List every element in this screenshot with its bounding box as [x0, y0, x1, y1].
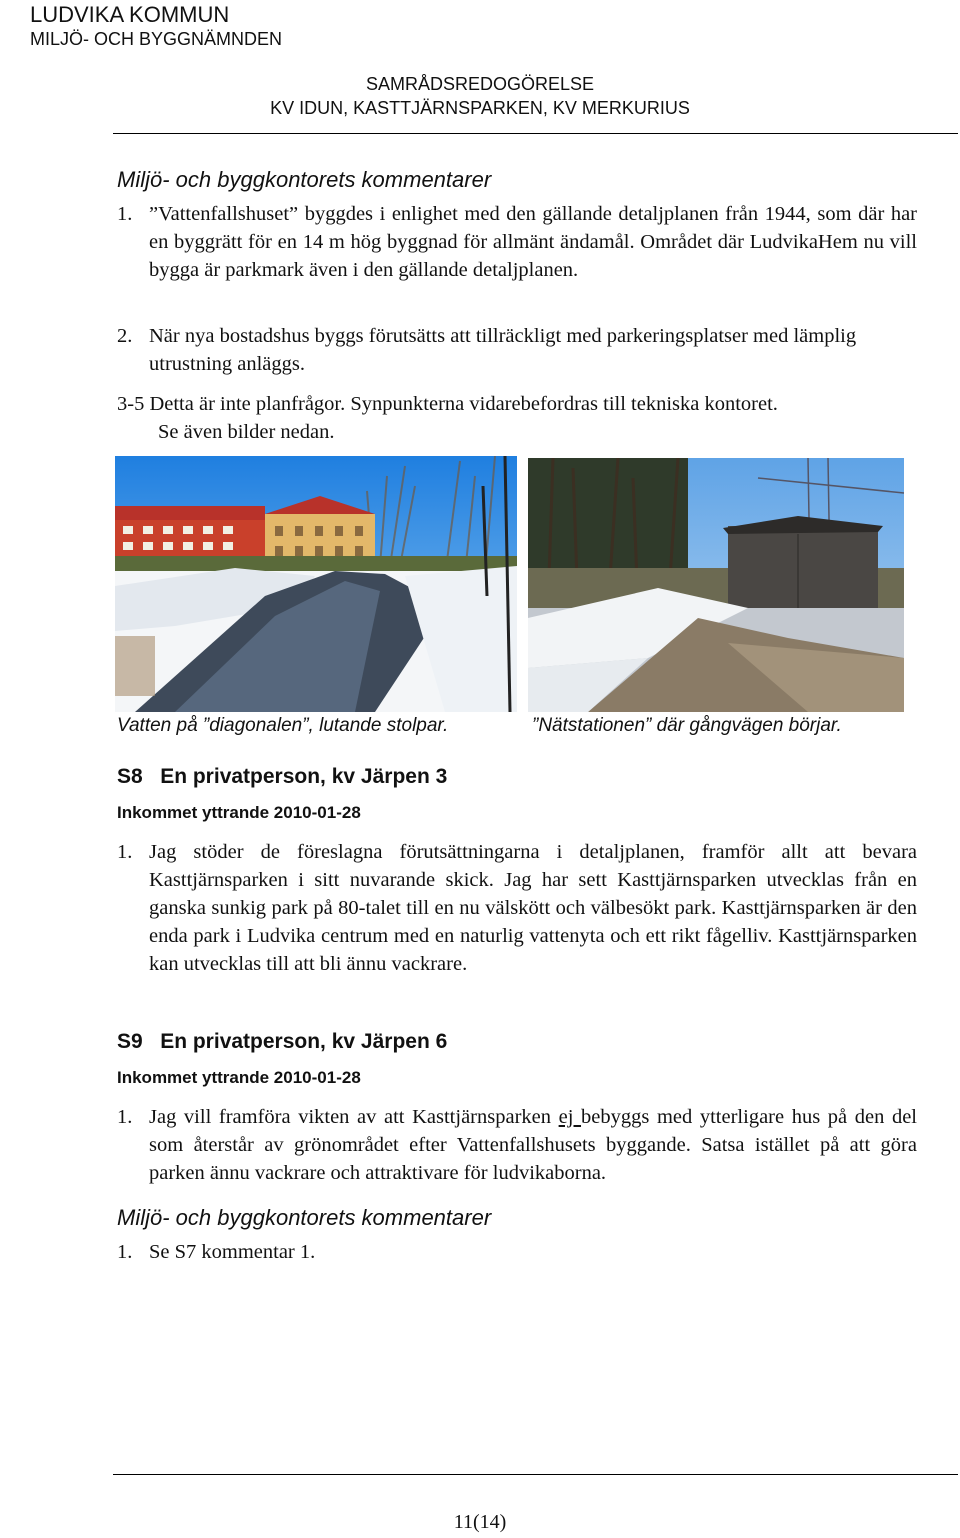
photo-water-diagonal — [115, 456, 517, 712]
s9-item-text-after: bebyggs med ytterligare hus på den del som återstår av grönområdet efter Vattenfallshusets byggande. Satsa istället på att göra parken ännu vackrare och attraktivare för ludvikaborna. — [149, 1106, 917, 1184]
comment-item-2 — [117, 322, 917, 378]
comment2-item-text: Se S7 kommentar 1. — [149, 1241, 316, 1263]
photo-substation-image — [528, 458, 904, 712]
header-doc-subject: KV IDUN, KASTTJÄRNSPARKEN, KV MERKURIUS — [270, 98, 690, 118]
header-doc-type: SAMRÅDSREDOGÖRELSE — [365, 74, 595, 94]
photo-water-diagonal-image — [115, 456, 517, 712]
comment-item-text: ”Vattenfallshuset” byggdes i enlighet med den gällande detaljplanen från 1944, som där har en byggrätt för en 14 m hög byggnad för allmänt ändamål. Området där LudvikaHem nu vill bygga är parkmark även i den gällande detaljplanen. — [149, 203, 917, 281]
s9-item-1 — [117, 1103, 917, 1187]
s9-item-number: 1. — [117, 1106, 133, 1128]
header-dept: MILJÖ- OCH BYGGNÄMNDEN — [30, 29, 283, 49]
s9-heading: S9 En privatperson, kv Järpen 6 — [117, 1030, 448, 1053]
comments-heading-2: Miljö- och byggkontorets kommentarer — [117, 1205, 492, 1230]
comments-heading: Miljö- och byggkontorets kommentarer — [117, 167, 492, 192]
comment2-item-number: 1. — [117, 1241, 133, 1263]
header-rule — [113, 133, 958, 134]
footer-rule — [113, 1474, 958, 1475]
s9-item-text — [149, 1103, 917, 1187]
comment-item-1 — [117, 200, 917, 284]
s9-received: Inkommet yttrande 2010-01-28 — [117, 1068, 361, 1087]
s8-item-number: 1. — [117, 841, 133, 863]
comment-item-number: 2. — [117, 325, 133, 347]
photo-left-caption: Vatten på ”diagonalen”, lutande stolpar. — [117, 715, 449, 736]
comment-note-line2: Se även bilder nedan. — [158, 421, 335, 443]
comment-item-text: När nya bostadshus byggs förutsätts att tillräckligt med parkeringsplatser med lämplig utrustning anläggs. — [149, 325, 857, 375]
s8-item-text: Jag stöder de föreslagna förutsättningarna i detaljplanen, framför allt att bevara Kasttjärnsparken i sitt nuvarande skick. Jag har sett Kasttjärnsparken utvecklas från en ganska sunkig park på 80-talet till en nu välskött och välbesökt park. Kasttjärnsparken är den enda park i Ludvika centrum med en naturlig vattenyta och ett rikt fågelliv. Kasttjärnsparken kan utvecklas till att bli ännu vackrare. — [149, 841, 917, 975]
s8-item-1 — [117, 838, 917, 978]
photo-substation — [528, 458, 904, 712]
photo-right-caption: ”Nätstationen” där gångvägen börjar. — [532, 715, 842, 736]
comment-note-line1: 3-5 Detta är inte planfrågor. Synpunkterna vidarebefordras till tekniska kontoret. — [117, 393, 778, 415]
s8-heading: S8 En privatperson, kv Järpen 3 — [117, 765, 448, 788]
s9-item-text-underlined: ej — [558, 1106, 582, 1128]
comment-item-number: 1. — [117, 203, 133, 225]
page-number: 11(14) — [453, 1511, 507, 1533]
comment2-item-1 — [117, 1238, 917, 1266]
header-org: LUDVIKA KOMMUN — [30, 2, 230, 27]
s9-item-text-before: Jag vill framföra vikten av att Kasttjärnsparken — [149, 1106, 559, 1128]
s8-received: Inkommet yttrande 2010-01-28 — [117, 803, 361, 822]
